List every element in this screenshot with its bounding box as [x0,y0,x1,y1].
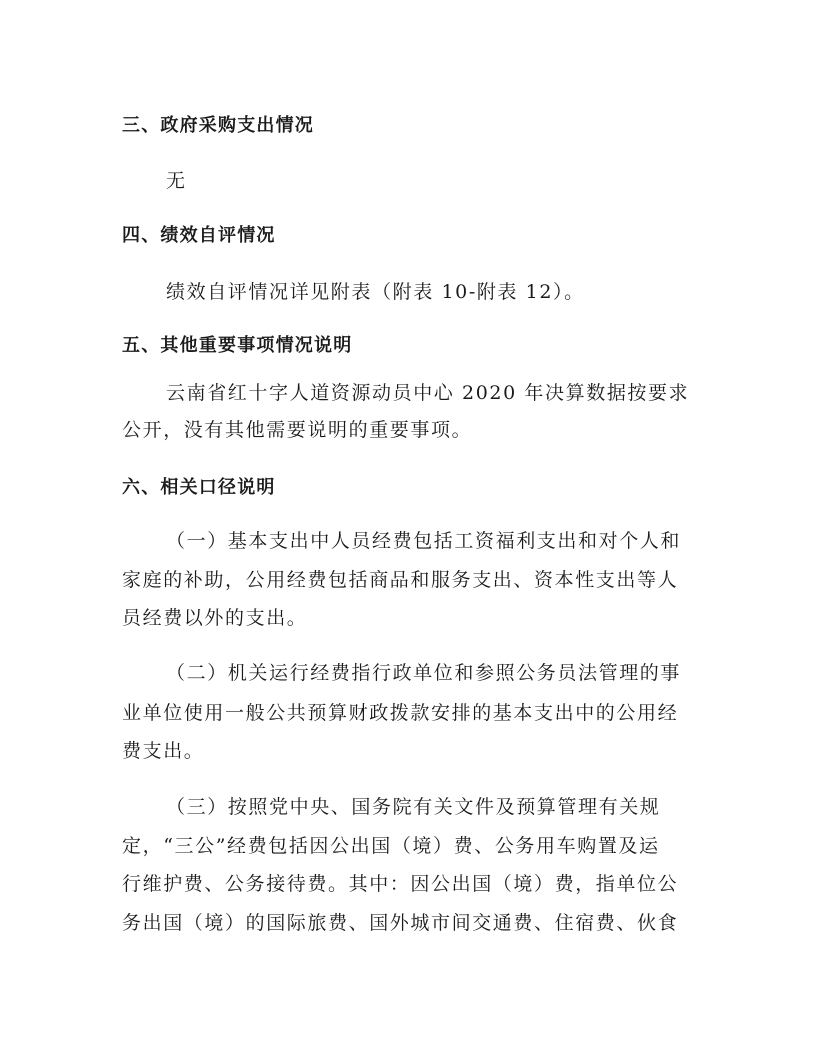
performance-text: 绩效自评情况详见附表（附表 10-附表 12）。 [166,281,585,303]
definition-1-line-1: （一）基本支出中人员经费包括工资福利支出和对个人和 [166,530,682,552]
definition-2-line-1: （二）机关运行经费指行政单位和参照公务员法管理的事 [166,662,682,684]
other-matters-line-1: 云南省红十字人道资源动员中心 2020 年决算数据按要求 [166,382,690,404]
other-matters-line-2: 公开，没有其他需要说明的重要事项。 [122,419,473,441]
definition-1-line-3: 员经费以外的支出。 [122,607,308,629]
section-heading-definitions: 六、相关口径说明 [122,477,276,498]
section-heading-performance: 四、绩效自评情况 [122,225,276,246]
definition-2-line-3: 费支出。 [122,740,205,762]
definition-3-line-2: 定，“三公”经费包括因公出国（境）费、公务用车购置及运 [122,835,660,857]
section-heading-procurement: 三、政府采购支出情况 [122,115,314,136]
definition-3-line-1: （三）按照党中央、国务院有关文件及预算管理有关规 [166,796,661,818]
definition-1-line-2: 家庭的补助，公用经费包括商品和服务支出、资本性支出等人 [122,569,679,591]
definition-3-line-4: 务出国（境）的国际旅费、国外城市间交通费、住宿费、伙食 [122,912,679,934]
section-heading-other-matters: 五、其他重要事项情况说明 [122,335,353,356]
definition-2-line-2: 业单位使用一般公共预算财政拨款安排的基本支出中的公用经 [122,702,679,724]
procurement-text: 无 [166,170,187,192]
definition-3-line-3: 行维护费、公务接待费。其中：因公出国（境）费，指单位公 [122,873,679,895]
